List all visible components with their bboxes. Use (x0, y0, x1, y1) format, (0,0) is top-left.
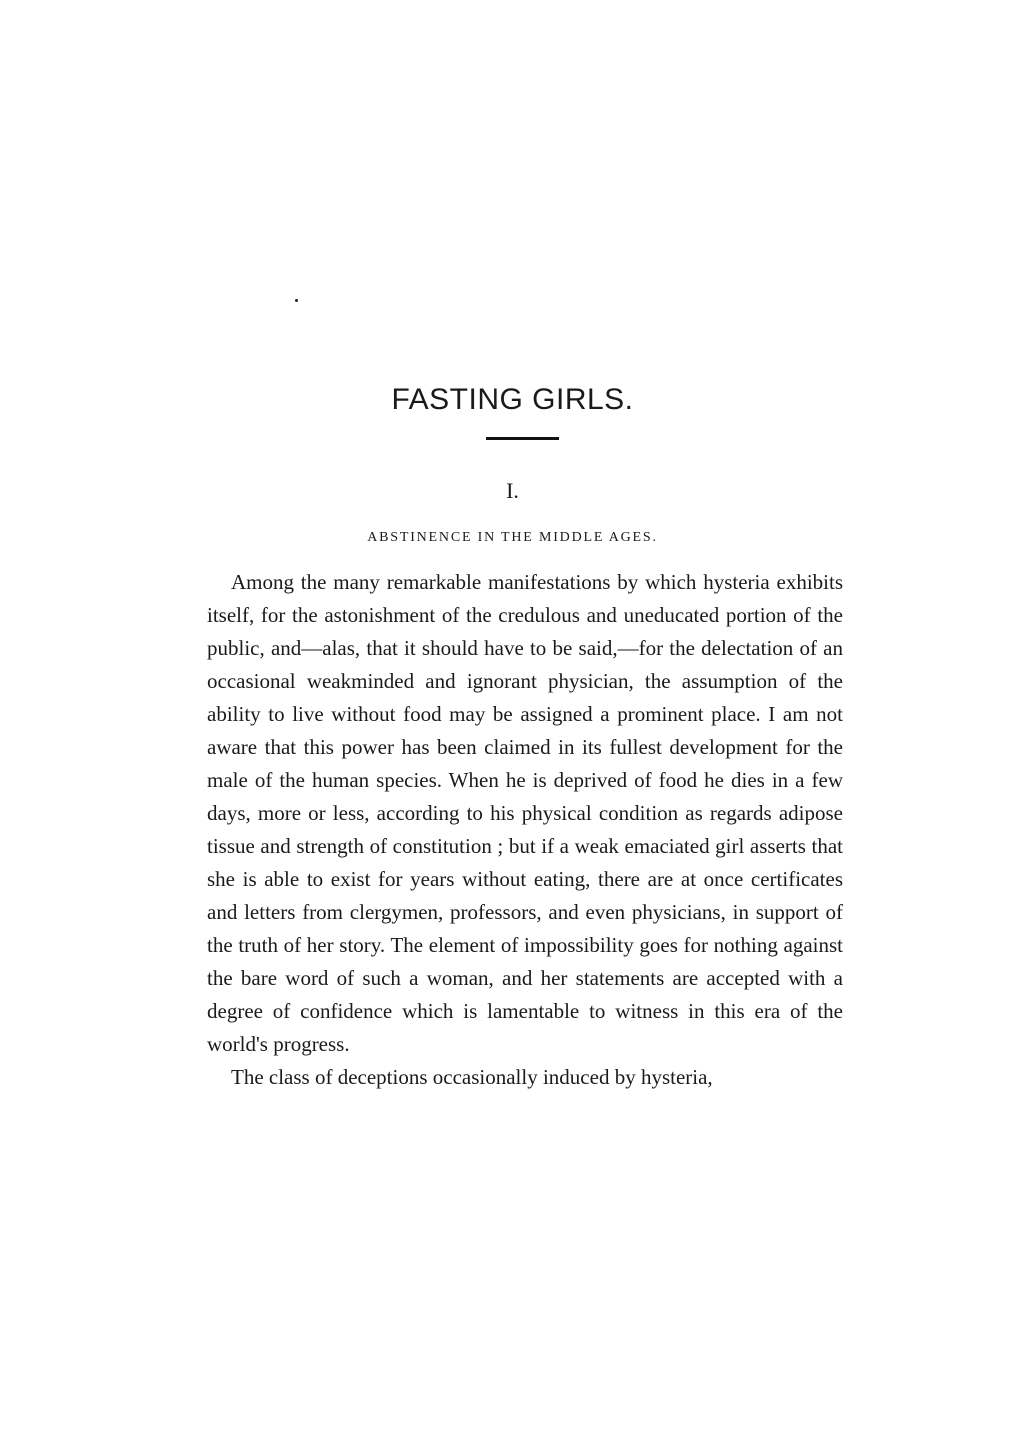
ink-speck (295, 299, 298, 302)
paragraph-2: The class of deceptions occasionally induced by hysteria, (231, 1065, 713, 1089)
chapter-heading: ABSTINENCE IN THE MIDDLE AGES. (367, 530, 658, 545)
title-rule-divider (486, 437, 559, 440)
chapter-number: I. (506, 478, 519, 503)
body-text (207, 566, 843, 1094)
page-title: FASTING GIRLS. (391, 383, 634, 416)
paragraph-1: Among the many remarkable manifestations by which hysteria exhibits itself, for the astonishment of the credulous and uneducated portion of the public, and—alas, that it should have to be said,—for the delectation of an occasional weakminded and ignorant physician, the assumption of the ability to live without food may be assigned a prominent place. I am not aware that this power has been claimed in its fullest development for the male of the human species. When he is deprived of food he dies in a few days, more or less, according to his physical condition as regards adipose tissue and strength of constitution ; but if a weak emaciated girl asserts that she is able to exist for years without eating, there are at once certificates and letters from clergymen, professors, and even physicians, in support of the truth of her story. The element of impossibility goes for nothing against the bare word of such a woman, and her statements are accepted with a degree of confidence which is lamentable to witness in this era of the world's progress. (207, 570, 843, 1056)
